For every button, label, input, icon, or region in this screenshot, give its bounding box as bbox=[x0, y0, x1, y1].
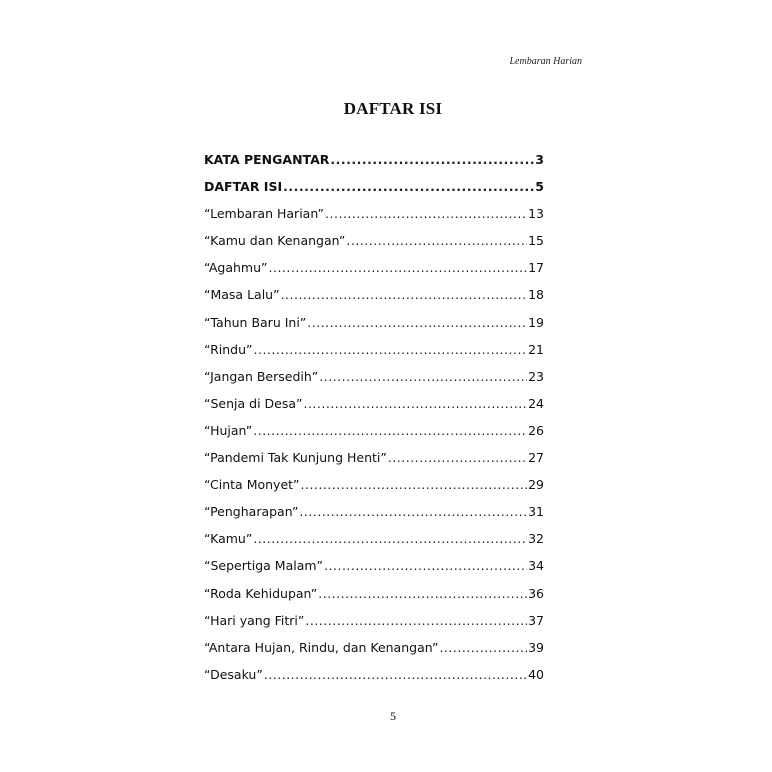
toc-entry bbox=[204, 231, 544, 258]
toc-entry-title: KATA PENGANTAR bbox=[204, 152, 330, 167]
dot-leader bbox=[305, 611, 527, 631]
toc-entry-page: 5 bbox=[535, 179, 544, 195]
toc-entry-kata-pengantar bbox=[204, 150, 544, 177]
dot-leader bbox=[299, 502, 527, 522]
toc-entry-title: “Cinta Monyet” bbox=[204, 477, 300, 493]
toc-entry bbox=[204, 529, 544, 556]
toc-entry-title: “Sepertiga Malam” bbox=[204, 558, 324, 574]
toc-entry-title: “Hari yang Fitri” bbox=[204, 612, 305, 628]
toc-entry bbox=[204, 367, 544, 394]
dot-leader bbox=[254, 340, 528, 360]
dot-leader bbox=[346, 231, 527, 251]
table-of-contents bbox=[204, 150, 544, 692]
toc-entry-title: “Agahmu” bbox=[204, 260, 268, 276]
toc-entry-title: “Jangan Bersedih” bbox=[204, 368, 319, 384]
toc-entry bbox=[204, 611, 544, 638]
dot-leader bbox=[303, 394, 527, 414]
toc-entry-page: 17 bbox=[528, 260, 544, 276]
toc-entry bbox=[204, 394, 544, 421]
dot-leader bbox=[264, 665, 527, 685]
toc-entry-page: 19 bbox=[528, 314, 544, 330]
toc-entry-title: “Desaku” bbox=[204, 666, 263, 682]
toc-entry bbox=[204, 340, 544, 367]
toc-entry-page: 13 bbox=[528, 206, 544, 222]
dot-leader bbox=[281, 285, 528, 305]
dot-leader bbox=[325, 204, 527, 224]
toc-entry-page: 36 bbox=[528, 585, 544, 601]
toc-entry bbox=[204, 204, 544, 231]
dot-leader bbox=[269, 258, 528, 278]
dot-leader bbox=[253, 421, 527, 441]
toc-entry-title: “Pengharapan” bbox=[204, 504, 299, 520]
dot-leader bbox=[253, 529, 527, 549]
toc-entry-title: “Lembaran Harian” bbox=[204, 206, 325, 222]
toc-entry bbox=[204, 638, 544, 665]
toc-entry bbox=[204, 556, 544, 583]
dot-leader bbox=[319, 367, 527, 387]
running-header: Lembaran Harian bbox=[509, 56, 582, 67]
toc-entry bbox=[204, 421, 544, 448]
toc-entry-page: 29 bbox=[528, 477, 544, 493]
toc-entry-page: 32 bbox=[528, 531, 544, 547]
toc-entry-title: “Kamu dan Kenangan” bbox=[204, 233, 346, 249]
dot-leader bbox=[439, 638, 527, 658]
dot-leader bbox=[283, 177, 534, 197]
toc-entry-title: “Rindu” bbox=[204, 341, 253, 357]
toc-entry-daftar-isi bbox=[204, 177, 544, 204]
toc-entry-page: 31 bbox=[528, 504, 544, 520]
toc-entry bbox=[204, 502, 544, 529]
toc-entry bbox=[204, 584, 544, 611]
toc-entry-title: “Tahun Baru Ini” bbox=[204, 314, 307, 330]
toc-entry-page: 27 bbox=[528, 450, 544, 466]
dot-leader bbox=[301, 475, 528, 495]
toc-entry-title: “Senja di Desa” bbox=[204, 395, 303, 411]
toc-entry bbox=[204, 475, 544, 502]
toc-entry-title: “Kamu” bbox=[204, 531, 253, 547]
toc-entry-title: “Pandemi Tak Kunjung Henti” bbox=[204, 450, 387, 466]
toc-entry-title: “Roda Kehidupan” bbox=[204, 585, 318, 601]
dot-leader bbox=[324, 556, 527, 576]
dot-leader bbox=[318, 584, 527, 604]
toc-entry-title: DAFTAR ISI bbox=[204, 179, 283, 195]
toc-entry-page: 15 bbox=[528, 233, 544, 249]
toc-entry-title: “Hujan” bbox=[204, 422, 253, 438]
toc-entry-page: 34 bbox=[528, 558, 544, 574]
toc-entry bbox=[204, 448, 544, 475]
toc-entry-page: 37 bbox=[528, 612, 544, 628]
page-number: 5 bbox=[390, 709, 396, 723]
toc-entry-page: 18 bbox=[528, 287, 544, 303]
toc-entry bbox=[204, 665, 544, 692]
toc-entry-page: 26 bbox=[528, 422, 544, 438]
toc-entry bbox=[204, 313, 544, 340]
toc-entry-title: “Masa Lalu” bbox=[204, 287, 280, 303]
toc-entry-title: “Antara Hujan, Rindu, dan Kenangan” bbox=[204, 639, 439, 655]
toc-entry-page: 3 bbox=[535, 152, 544, 167]
dot-leader bbox=[307, 313, 527, 333]
toc-entry-page: 21 bbox=[528, 341, 544, 357]
page-title: DAFTAR ISI bbox=[343, 99, 443, 118]
toc-entry-page: 23 bbox=[528, 368, 544, 384]
toc-entry bbox=[204, 285, 544, 312]
toc-entry-page: 39 bbox=[528, 639, 544, 655]
dot-leader bbox=[388, 448, 527, 468]
toc-entry-page: 24 bbox=[528, 395, 544, 411]
toc-entry-page: 40 bbox=[528, 666, 544, 682]
dot-leader bbox=[330, 150, 534, 170]
toc-entry bbox=[204, 258, 544, 285]
